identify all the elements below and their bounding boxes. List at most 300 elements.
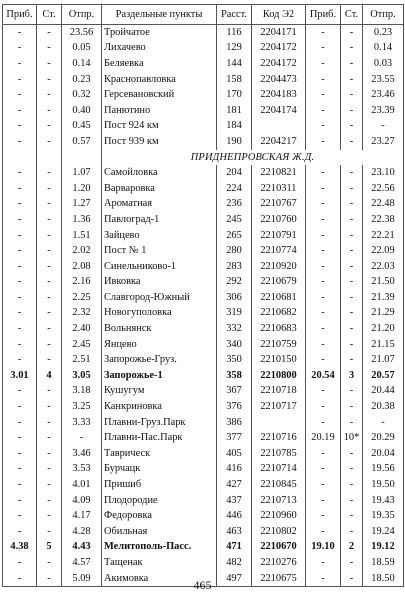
departure-odd-cell: - (62, 430, 102, 446)
header-departure-odd: Отпр. (62, 5, 102, 25)
distance-cell: 367 (217, 384, 252, 400)
station-code-cell: 2210821 (252, 165, 306, 181)
departure-even-cell: 0.23 (363, 25, 404, 41)
table-row (3, 275, 404, 291)
stop-odd-cell: - (37, 197, 62, 213)
arrival-odd-cell: - (3, 337, 37, 353)
header-arrival-odd: Приб. (3, 5, 37, 25)
distance-cell: 482 (217, 555, 252, 571)
table-row (3, 119, 404, 135)
stop-even-cell: - (341, 337, 363, 353)
table-row (3, 212, 404, 228)
distance-cell: 471 (217, 540, 252, 556)
departure-odd-cell: 0.05 (62, 41, 102, 57)
arrival-even-cell: - (306, 462, 341, 478)
table-row (3, 540, 404, 556)
distance-cell: 158 (217, 72, 252, 88)
arrival-even-cell: - (306, 119, 341, 135)
arrival-even-cell: 20.19 (306, 430, 341, 446)
arrival-odd-cell: - (3, 430, 37, 446)
stop-even-cell: 10* (341, 430, 363, 446)
stop-even-cell: - (341, 259, 363, 275)
station-name-cell: Пост № 1 (102, 243, 217, 259)
stop-even-cell: - (341, 197, 363, 213)
arrival-even-cell: - (306, 212, 341, 228)
arrival-even-cell: - (306, 165, 341, 181)
stop-odd-cell: - (37, 103, 62, 119)
station-name-cell: Тройчатое (102, 25, 217, 41)
station-code-cell: 2210311 (252, 181, 306, 197)
table-row (3, 493, 404, 509)
stop-even-cell: - (341, 446, 363, 462)
arrival-even-cell: - (306, 446, 341, 462)
stop-even-cell: - (341, 25, 363, 41)
arrival-odd-cell: 3.01 (3, 368, 37, 384)
arrival-even-cell: - (306, 384, 341, 400)
arrival-odd-cell: - (3, 228, 37, 244)
arrival-even-cell: - (306, 399, 341, 415)
station-code-cell: 2204174 (252, 103, 306, 119)
departure-even-cell: 19.24 (363, 524, 404, 540)
station-code-cell: 2210759 (252, 337, 306, 353)
table-row (3, 384, 404, 400)
stop-even-cell: - (341, 103, 363, 119)
stop-odd-cell: - (37, 508, 62, 524)
arrival-odd-cell: - (3, 306, 37, 322)
departure-even-cell: 22.09 (363, 243, 404, 259)
arrival-even-cell: - (306, 134, 341, 150)
departure-odd-cell: 0.57 (62, 134, 102, 150)
departure-even-cell: 21.15 (363, 337, 404, 353)
station-name-cell: Зайцево (102, 228, 217, 244)
arrival-even-cell: - (306, 25, 341, 41)
departure-odd-cell: 3.46 (62, 446, 102, 462)
station-name-cell: Варваровка (102, 181, 217, 197)
station-code-cell: 2210960 (252, 508, 306, 524)
departure-odd-cell: 3.18 (62, 384, 102, 400)
departure-odd-cell: 2.25 (62, 290, 102, 306)
departure-odd-cell: 4.09 (62, 493, 102, 509)
stop-even-cell: - (341, 493, 363, 509)
arrival-odd-cell: - (3, 275, 37, 291)
stop-even-cell: - (341, 275, 363, 291)
table-row (3, 462, 404, 478)
departure-even-cell: 19.12 (363, 540, 404, 556)
arrival-even-cell: - (306, 228, 341, 244)
arrival-even-cell: - (306, 508, 341, 524)
stop-odd-cell: - (37, 321, 62, 337)
table-row (3, 446, 404, 462)
table-row (3, 228, 404, 244)
departure-odd-cell: 4.17 (62, 508, 102, 524)
departure-odd-cell: 1.51 (62, 228, 102, 244)
empty-cell (3, 150, 37, 166)
station-name-cell: Запорожье-1 (102, 368, 217, 384)
table-row (3, 87, 404, 103)
arrival-even-cell: - (306, 493, 341, 509)
distance-cell: 245 (217, 212, 252, 228)
station-code-cell: 2210150 (252, 352, 306, 368)
departure-even-cell: - (363, 415, 404, 431)
table-row (3, 25, 404, 41)
station-name-cell: Плодородие (102, 493, 217, 509)
stop-even-cell: - (341, 399, 363, 415)
arrival-odd-cell: - (3, 197, 37, 213)
arrival-even-cell: - (306, 306, 341, 322)
arrival-odd-cell: - (3, 477, 37, 493)
departure-even-cell: 21.39 (363, 290, 404, 306)
empty-cell (37, 150, 62, 166)
station-name-cell: Ивковка (102, 275, 217, 291)
stop-even-cell: 2 (341, 540, 363, 556)
table-row (3, 290, 404, 306)
stop-odd-cell: - (37, 56, 62, 72)
stop-odd-cell: - (37, 243, 62, 259)
station-code-cell: 2204172 (252, 41, 306, 57)
station-name-cell: Новогуполовка (102, 306, 217, 322)
station-name-cell: Акимовка (102, 571, 217, 587)
departure-odd-cell: 0.23 (62, 72, 102, 88)
arrival-odd-cell: 4.38 (3, 540, 37, 556)
table-row (3, 181, 404, 197)
departure-odd-cell: 4.01 (62, 477, 102, 493)
stop-odd-cell: - (37, 41, 62, 57)
station-name-cell: Герсевановский (102, 87, 217, 103)
station-name-cell: Бурчацк (102, 462, 217, 478)
stop-odd-cell: - (37, 430, 62, 446)
arrival-odd-cell: - (3, 72, 37, 88)
departure-even-cell: 21.50 (363, 275, 404, 291)
departure-even-cell: 19.43 (363, 493, 404, 509)
station-name-cell: Кушугум (102, 384, 217, 400)
table-row (3, 165, 404, 181)
arrival-even-cell: - (306, 197, 341, 213)
arrival-odd-cell: - (3, 399, 37, 415)
departure-odd-cell: 1.36 (62, 212, 102, 228)
stop-odd-cell: - (37, 446, 62, 462)
station-name-cell: Ароматная (102, 197, 217, 213)
arrival-even-cell: - (306, 87, 341, 103)
departure-even-cell: - (363, 119, 404, 135)
departure-even-cell: 19.50 (363, 477, 404, 493)
distance-cell: 332 (217, 321, 252, 337)
departure-even-cell: 23.46 (363, 87, 404, 103)
station-code-cell: 2204171 (252, 25, 306, 41)
stop-even-cell: - (341, 415, 363, 431)
station-code-cell: 2210785 (252, 446, 306, 462)
stop-odd-cell: - (37, 399, 62, 415)
arrival-even-cell: - (306, 555, 341, 571)
station-name-cell: Панютино (102, 103, 217, 119)
station-name-cell: Краснопавловка (102, 72, 217, 88)
departure-even-cell: 21.07 (363, 352, 404, 368)
header-arrival-even: Приб. (306, 5, 341, 25)
arrival-even-cell: - (306, 259, 341, 275)
arrival-odd-cell: - (3, 290, 37, 306)
departure-even-cell: 23.55 (363, 72, 404, 88)
distance-cell: 497 (217, 571, 252, 587)
distance-cell: 280 (217, 243, 252, 259)
station-code-cell: 2204172 (252, 56, 306, 72)
table-row (3, 259, 404, 275)
departure-even-cell: 20.44 (363, 384, 404, 400)
departure-odd-cell: 3.05 (62, 368, 102, 384)
stop-odd-cell: - (37, 25, 62, 41)
stop-even-cell: - (341, 41, 363, 57)
stop-even-cell: - (341, 352, 363, 368)
distance-cell: 340 (217, 337, 252, 353)
station-name-cell: Обильная (102, 524, 217, 540)
station-code-cell: 2210767 (252, 197, 306, 213)
header-distance: Расст. (217, 5, 252, 25)
distance-cell: 463 (217, 524, 252, 540)
distance-cell: 350 (217, 352, 252, 368)
distance-cell: 144 (217, 56, 252, 72)
distance-cell: 190 (217, 134, 252, 150)
departure-even-cell: 19.35 (363, 508, 404, 524)
departure-odd-cell: 1.07 (62, 165, 102, 181)
station-code-cell (252, 119, 306, 135)
stop-even-cell: - (341, 321, 363, 337)
arrival-odd-cell: - (3, 25, 37, 41)
station-name-cell: Таврическ (102, 446, 217, 462)
arrival-even-cell: - (306, 56, 341, 72)
empty-cell (62, 150, 102, 166)
departure-even-cell: 23.39 (363, 103, 404, 119)
departure-odd-cell: 2.40 (62, 321, 102, 337)
table-row (3, 430, 404, 446)
station-code-cell: 2210791 (252, 228, 306, 244)
page-number: 465 (193, 578, 212, 592)
stop-odd-cell: - (37, 306, 62, 322)
stop-odd-cell: - (37, 477, 62, 493)
departure-odd-cell: 3.25 (62, 399, 102, 415)
table-row (3, 72, 404, 88)
arrival-even-cell: - (306, 103, 341, 119)
stop-odd-cell: - (37, 212, 62, 228)
departure-odd-cell: 3.33 (62, 415, 102, 431)
station-code-cell: 2210714 (252, 462, 306, 478)
arrival-even-cell: - (306, 415, 341, 431)
departure-odd-cell: 2.45 (62, 337, 102, 353)
distance-cell: 416 (217, 462, 252, 478)
stop-even-cell: 3 (341, 368, 363, 384)
station-code-cell: 2210276 (252, 555, 306, 571)
departure-even-cell: 23.27 (363, 134, 404, 150)
arrival-odd-cell: - (3, 352, 37, 368)
stop-odd-cell: - (37, 493, 62, 509)
arrival-odd-cell: - (3, 384, 37, 400)
stop-odd-cell: - (37, 337, 62, 353)
table-row (3, 243, 404, 259)
arrival-even-cell: - (306, 181, 341, 197)
arrival-even-cell: - (306, 41, 341, 57)
distance-cell: 437 (217, 493, 252, 509)
distance-cell: 204 (217, 165, 252, 181)
stop-odd-cell: - (37, 352, 62, 368)
timetable (2, 4, 404, 587)
stop-odd-cell: - (37, 119, 62, 135)
departure-odd-cell: 5.09 (62, 571, 102, 587)
arrival-even-cell: 19.10 (306, 540, 341, 556)
stop-even-cell: - (341, 243, 363, 259)
arrival-odd-cell: - (3, 415, 37, 431)
table-row (3, 508, 404, 524)
departure-odd-cell: 0.40 (62, 103, 102, 119)
station-name-cell: Пост 924 км (102, 119, 217, 135)
distance-cell: 265 (217, 228, 252, 244)
arrival-odd-cell: - (3, 555, 37, 571)
table-row (3, 368, 404, 384)
railway-section-row (3, 150, 404, 166)
station-name-cell: Лихачево (102, 41, 217, 57)
distance-cell: 319 (217, 306, 252, 322)
stop-odd-cell: - (37, 165, 62, 181)
departure-even-cell: 22.21 (363, 228, 404, 244)
table-row (3, 477, 404, 493)
table-row (3, 103, 404, 119)
stop-even-cell: - (341, 462, 363, 478)
stop-even-cell: - (341, 212, 363, 228)
railway-section-title: ПРИДНЕПРОВСКАЯ Ж.Д. (102, 150, 404, 166)
stop-even-cell: - (341, 87, 363, 103)
distance-cell: 386 (217, 415, 252, 431)
distance-cell: 405 (217, 446, 252, 462)
table-row (3, 399, 404, 415)
arrival-odd-cell: - (3, 212, 37, 228)
table-row (3, 41, 404, 57)
station-code-cell: 2210802 (252, 524, 306, 540)
arrival-even-cell: - (306, 243, 341, 259)
stop-odd-cell: - (37, 181, 62, 197)
departure-odd-cell: 2.02 (62, 243, 102, 259)
stop-even-cell: - (341, 228, 363, 244)
stop-even-cell: - (341, 524, 363, 540)
station-code-cell: 2210716 (252, 430, 306, 446)
arrival-odd-cell: - (3, 243, 37, 259)
distance-cell: 170 (217, 87, 252, 103)
station-name-cell: Пришиб (102, 477, 217, 493)
stop-odd-cell: - (37, 415, 62, 431)
arrival-odd-cell: - (3, 181, 37, 197)
departure-odd-cell: 2.51 (62, 352, 102, 368)
stop-odd-cell: 4 (37, 368, 62, 384)
distance-cell: 116 (217, 25, 252, 41)
station-code-cell: 2210679 (252, 275, 306, 291)
stop-odd-cell: - (37, 524, 62, 540)
distance-cell: 292 (217, 275, 252, 291)
station-code-cell: 2210713 (252, 493, 306, 509)
departure-odd-cell: 1.20 (62, 181, 102, 197)
station-code-cell: 2210760 (252, 212, 306, 228)
distance-cell: 377 (217, 430, 252, 446)
stop-even-cell: - (341, 119, 363, 135)
station-code-cell: 2210845 (252, 477, 306, 493)
departure-even-cell: 20.57 (363, 368, 404, 384)
station-name-cell: Плавни-Пас.Парк (102, 430, 217, 446)
station-code-cell: 2204217 (252, 134, 306, 150)
departure-odd-cell: 2.32 (62, 306, 102, 322)
departure-even-cell: 18.50 (363, 571, 404, 587)
stop-even-cell: - (341, 571, 363, 587)
station-code-cell: 2210800 (252, 368, 306, 384)
stop-even-cell: - (341, 384, 363, 400)
distance-cell: 129 (217, 41, 252, 57)
stop-even-cell: - (341, 290, 363, 306)
departure-odd-cell: 0.32 (62, 87, 102, 103)
station-name-cell: Самойловка (102, 165, 217, 181)
stop-odd-cell: - (37, 228, 62, 244)
departure-even-cell: 0.03 (363, 56, 404, 72)
distance-cell: 236 (217, 197, 252, 213)
arrival-odd-cell: - (3, 56, 37, 72)
distance-cell: 446 (217, 508, 252, 524)
station-code-cell: 2210683 (252, 321, 306, 337)
departure-odd-cell: 0.14 (62, 56, 102, 72)
stop-even-cell: - (341, 306, 363, 322)
stop-even-cell: - (341, 56, 363, 72)
distance-cell: 306 (217, 290, 252, 306)
arrival-odd-cell: - (3, 462, 37, 478)
stop-even-cell: - (341, 181, 363, 197)
table-row (3, 56, 404, 72)
station-code-cell: 2210670 (252, 540, 306, 556)
distance-cell: 427 (217, 477, 252, 493)
stop-odd-cell: - (37, 134, 62, 150)
table-row (3, 415, 404, 431)
stop-even-cell: - (341, 134, 363, 150)
stop-odd-cell: - (37, 275, 62, 291)
header-stop-even: Ст. (341, 5, 363, 25)
arrival-even-cell: - (306, 571, 341, 587)
arrival-even-cell: - (306, 352, 341, 368)
station-name-cell: Павлоград-1 (102, 212, 217, 228)
stop-even-cell: - (341, 72, 363, 88)
station-code-cell: 2210681 (252, 290, 306, 306)
distance-cell: 184 (217, 119, 252, 135)
departure-even-cell: 22.03 (363, 259, 404, 275)
station-code-cell: 2210682 (252, 306, 306, 322)
stop-odd-cell: - (37, 571, 62, 587)
header-stop-odd: Ст. (37, 5, 62, 25)
distance-cell: 376 (217, 399, 252, 415)
arrival-even-cell: - (306, 72, 341, 88)
departure-even-cell: 22.38 (363, 212, 404, 228)
stop-odd-cell: - (37, 87, 62, 103)
distance-cell: 358 (217, 368, 252, 384)
table-row (3, 134, 404, 150)
stop-even-cell: - (341, 477, 363, 493)
departure-even-cell: 20.38 (363, 399, 404, 415)
station-code-cell: 2204183 (252, 87, 306, 103)
arrival-odd-cell: - (3, 446, 37, 462)
arrival-odd-cell: - (3, 134, 37, 150)
stop-odd-cell: - (37, 290, 62, 306)
departure-odd-cell: 1.27 (62, 197, 102, 213)
arrival-odd-cell: - (3, 493, 37, 509)
stop-odd-cell: - (37, 384, 62, 400)
station-name-cell: Мелитополь-Пасс. (102, 540, 217, 556)
station-name-cell: Вольнянск (102, 321, 217, 337)
table-row (3, 337, 404, 353)
stop-even-cell: - (341, 165, 363, 181)
station-code-cell: 2210675 (252, 571, 306, 587)
arrival-even-cell: - (306, 524, 341, 540)
arrival-odd-cell: - (3, 321, 37, 337)
departure-even-cell: 23.10 (363, 165, 404, 181)
table-row (3, 306, 404, 322)
departure-even-cell: 18.59 (363, 555, 404, 571)
